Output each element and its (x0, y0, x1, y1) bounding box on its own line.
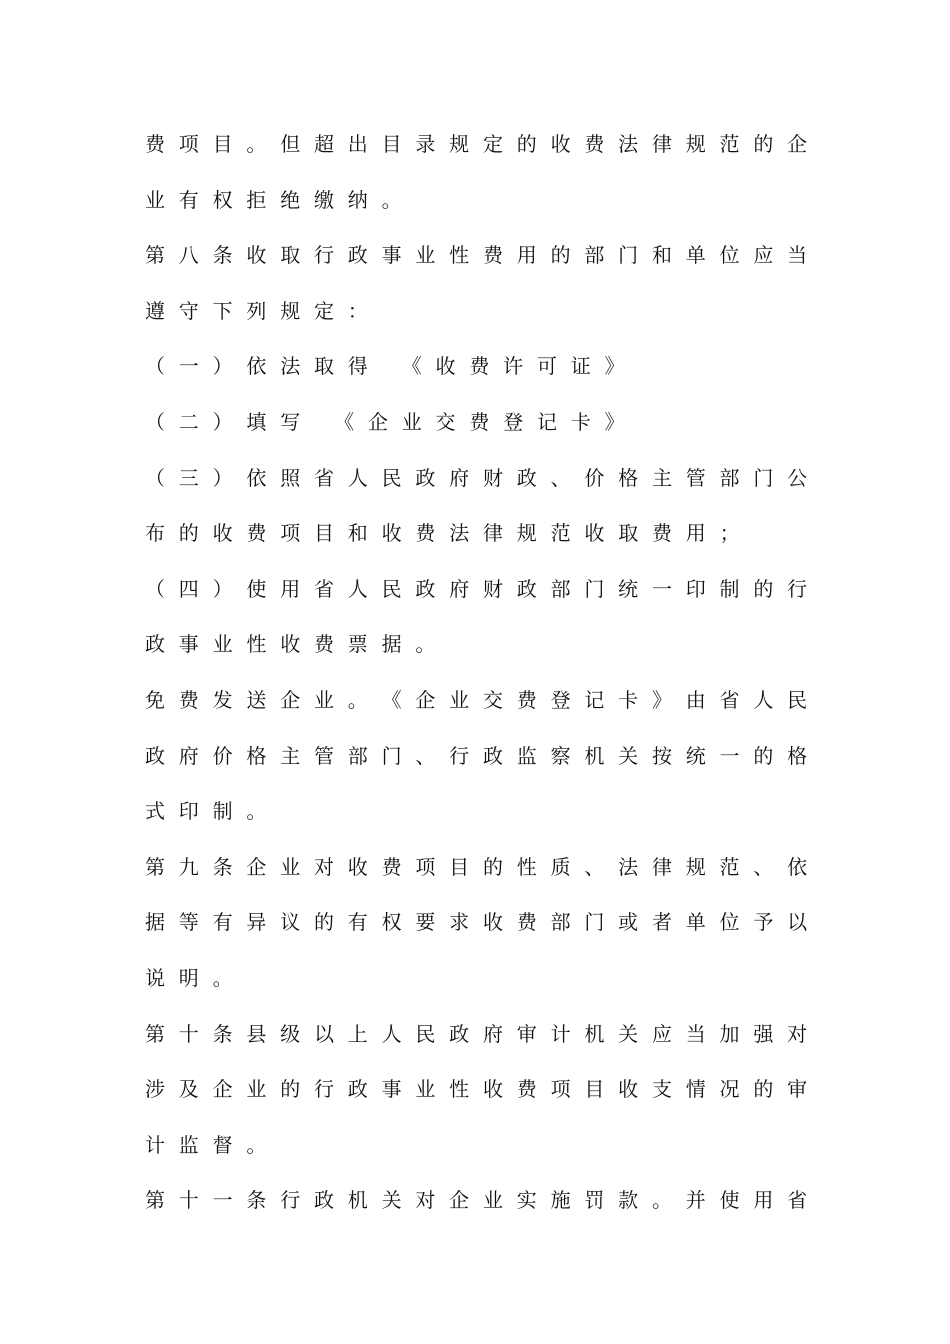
text-line: 政 府 价 格 主 管 部 门 、 行 政 监 察 机 关 按 统 一 的 格 (145, 743, 807, 768)
text-line: 业有权拒绝缴纳。 (145, 187, 416, 212)
text-line: 据 等 有 异 议 的 有 权 要 求 收 费 部 门 或 者 单 位 予 以 (145, 910, 807, 935)
text-line: 计监督。 (145, 1132, 281, 1157)
text-line: 第 八 条 收 取 行 政 事 业 性 费 用 的 部 门 和 单 位 应 当 (145, 243, 807, 268)
text-line: 涉 及 企 业 的 行 政 事 业 性 收 费 项 目 收 支 情 况 的 审 (145, 1077, 807, 1102)
text-line: 布的收费项目和收费法律规范收取费用； (145, 521, 754, 546)
text-line: （一）依法取得 《收费许可证》 (145, 354, 639, 379)
text-line: （ 四 ） 使 用 省 人 民 政 府 财 政 部 门 统 一 印 制 的 行 (145, 576, 807, 601)
text-line: 第 十 条 县 级 以 上 人 民 政 府 审 计 机 关 应 当 加 强 对 (145, 1021, 807, 1046)
document-body (145, 127, 807, 1239)
text-line: 式印制。 (145, 799, 281, 824)
text-line: 第 九 条 企 业 对 收 费 项 目 的 性 质 、 法 律 规 范 、 依 (145, 854, 807, 879)
text-line: （ 三 ） 依 照 省 人 民 政 府 财 政 、 价 格 主 管 部 门 公 (145, 465, 807, 490)
text-line: 免 费 发 送 企 业 。 《 企 业 交 费 登 记 卡 》 由 省 人 民 (145, 687, 807, 712)
text-line: 说明。 (145, 965, 247, 990)
text-line: 费 项 目 。 但 超 出 目 录 规 定 的 收 费 法 律 规 范 的 企 (145, 132, 807, 156)
text-line: （二）填写 《企业交费登记卡》 (145, 409, 639, 434)
text-line: 第 十 一 条 行 政 机 关 对 企 业 实 施 罚 款 。 并 使 用 省 (145, 1188, 807, 1213)
text-line: 政事业性收费票据。 (145, 632, 450, 657)
text-line: 遵守下列规定： (145, 298, 382, 323)
